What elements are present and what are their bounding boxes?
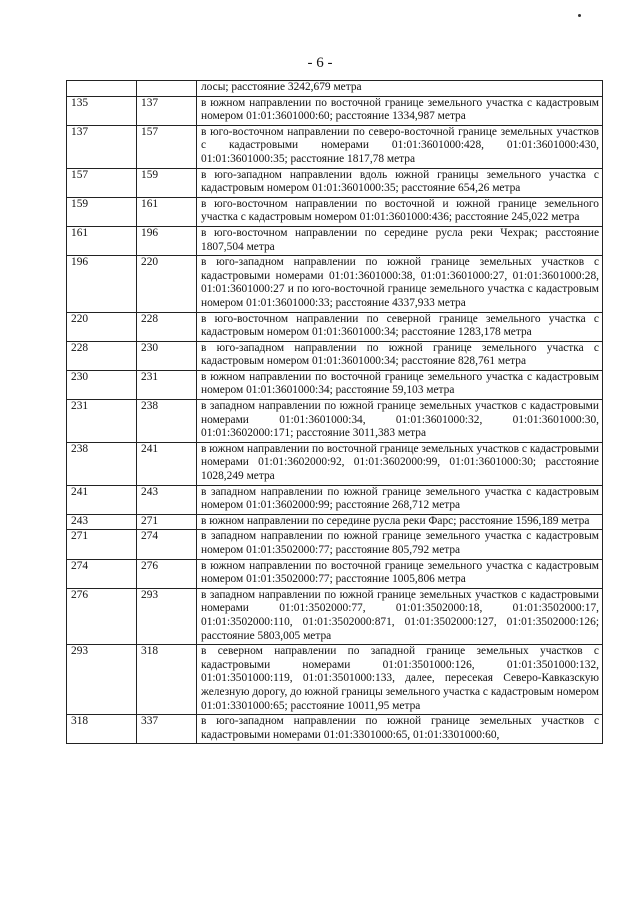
point-from-cell: 271	[67, 530, 137, 559]
point-to-cell: 161	[137, 197, 197, 226]
point-to-cell: 293	[137, 588, 197, 644]
table-row	[67, 715, 603, 744]
point-from-cell: 243	[67, 514, 137, 530]
point-from-cell: 137	[67, 125, 137, 168]
point-to-cell: 238	[137, 400, 197, 443]
description-cell: в южном направлении по середине русла реки Фарс; расстояние 1596,189 метра	[197, 514, 603, 530]
table-row	[67, 514, 603, 530]
table-row	[67, 96, 603, 125]
table-row	[67, 81, 603, 97]
scan-speck	[578, 14, 581, 17]
point-from-cell: 318	[67, 715, 137, 744]
description-cell: в западном направлении по южной границе земельных участков с кадастровыми номерами 01:01:3601000:34, 01:01:3601000:32, 01:01:3601000:30, 01:01:3602000:171; расстояние 3011,383 метра	[197, 400, 603, 443]
description-cell: лосы; расстояние 3242,679 метра	[197, 81, 603, 97]
table-row	[67, 125, 603, 168]
description-cell: в южном направлении по восточной границе земельных участков с кадастровыми номерами 01:01:3602000:92, 01:01:3602000:99, 01:01:3601000:30; расстояние 1028,249 метра	[197, 442, 603, 485]
table-row	[67, 559, 603, 588]
point-to-cell: 228	[137, 312, 197, 341]
description-cell: в западном направлении по южной границе земельного участка с кадастровым номером 01:01:3602000:99; расстояние 268,712 метра	[197, 485, 603, 514]
point-to-cell: 243	[137, 485, 197, 514]
description-cell: в юго-западном направлении по южной границе земельных участков с кадастровыми номерами 01:01:3601000:38, 01:01:3601000:27, 01:01:3601000:28, 01:01:3601000:27 и по юго-восточной границе земельного участка с кадастровым номером 01:01:3601000:33; расстояние 4337,933 метра	[197, 256, 603, 312]
point-to-cell: 274	[137, 530, 197, 559]
point-to-cell: 159	[137, 168, 197, 197]
table-row	[67, 645, 603, 715]
description-cell: в юго-восточном направлении по середине русла реки Чехрак; расстояние 1807,504 метра	[197, 226, 603, 255]
point-from-cell: 293	[67, 645, 137, 715]
description-cell: в юго-западном направлении по южной границе земельных участков с кадастровыми номерами 01:01:3301000:65, 01:01:3301000:60,	[197, 715, 603, 744]
boundary-table	[66, 80, 603, 744]
point-to-cell: 271	[137, 514, 197, 530]
description-cell: в юго-восточном направлении по северной границе земельного участка с кадастровым номером 01:01:3601000:34; расстояние 1283,178 метра	[197, 312, 603, 341]
table-row	[67, 256, 603, 312]
description-cell: в юго-западном направлении вдоль южной границы земельного участка с кадастровым номером 01:01:3601000:35; расстояние 654,26 метра	[197, 168, 603, 197]
table-row	[67, 588, 603, 644]
table-row	[67, 485, 603, 514]
point-from-cell: 230	[67, 370, 137, 399]
point-from-cell: 196	[67, 256, 137, 312]
point-to-cell: 230	[137, 341, 197, 370]
point-from-cell: 241	[67, 485, 137, 514]
point-to-cell: 220	[137, 256, 197, 312]
table-row	[67, 370, 603, 399]
point-to-cell: 276	[137, 559, 197, 588]
point-from-cell: 161	[67, 226, 137, 255]
description-cell: в южном направлении по восточной границе земельного участка с кадастровым номером 01:01:3601000:34; расстояние 59,103 метра	[197, 370, 603, 399]
point-to-cell: 337	[137, 715, 197, 744]
point-from-cell: 159	[67, 197, 137, 226]
boundary-table-body	[67, 81, 603, 744]
description-cell: в юго-западном направлении по южной границе земельного участка с кадастровым номером 01:01:3601000:34; расстояние 828,761 метра	[197, 341, 603, 370]
point-from-cell: 220	[67, 312, 137, 341]
table-row	[67, 530, 603, 559]
description-cell: в юго-восточном направлении по восточной и южной границе земельного участка с кадастровым номером 01:01:3601000:436; расстояние 245,022 метра	[197, 197, 603, 226]
point-to-cell: 231	[137, 370, 197, 399]
table-row	[67, 197, 603, 226]
point-from-cell: 228	[67, 341, 137, 370]
table-row	[67, 400, 603, 443]
description-cell: в южном направлении по восточной границе земельного участка с кадастровым номером 01:01:3502000:77; расстояние 1005,806 метра	[197, 559, 603, 588]
point-to-cell	[137, 81, 197, 97]
point-from-cell: 157	[67, 168, 137, 197]
page-number: - 6 -	[307, 55, 333, 71]
point-from-cell: 231	[67, 400, 137, 443]
point-from-cell: 276	[67, 588, 137, 644]
point-from-cell: 274	[67, 559, 137, 588]
description-cell: в северном направлении по западной границе земельных участков с кадастровыми номерами 01:01:3501000:126, 01:01:3501000:132, 01:01:3501000:119, 01:01:3501000:133, далее, пересекая Северо-Кавказскую железную дорогу, до южной границы земельного участка с кадастровым номером 01:01:3301000:65; расстояние 10011,95 метра	[197, 645, 603, 715]
description-cell: в западном направлении по южной границе земельных участков с кадастровыми номерами 01:01:3502000:77, 01:01:3502000:18, 01:01:3502000:17, 01:01:3502000:110, 01:01:3502000:871, 01:01:3502000:127, 01:01:3502000:126; расстояние 5803,005 метра	[197, 588, 603, 644]
table-row	[67, 168, 603, 197]
point-to-cell: 241	[137, 442, 197, 485]
point-from-cell: 135	[67, 96, 137, 125]
point-from-cell: 238	[67, 442, 137, 485]
table-row	[67, 226, 603, 255]
table-row	[67, 442, 603, 485]
table-row	[67, 312, 603, 341]
point-from-cell	[67, 81, 137, 97]
point-to-cell: 196	[137, 226, 197, 255]
description-cell: в западном направлении по южной границе земельного участка с кадастровым номером 01:01:3502000:77; расстояние 805,792 метра	[197, 530, 603, 559]
point-to-cell: 137	[137, 96, 197, 125]
point-to-cell: 318	[137, 645, 197, 715]
point-to-cell: 157	[137, 125, 197, 168]
description-cell: в южном направлении по восточной границе земельного участка с кадастровым номером 01:01:3601000:60; расстояние 1334,987 метра	[197, 96, 603, 125]
table-row	[67, 341, 603, 370]
description-cell: в юго-восточном направлении по северо-восточной границе земельных участков с кадастровыми номерами 01:01:3601000:428, 01:01:3601000:430, 01:01:3601000:35; расстояние 1817,78 метра	[197, 125, 603, 168]
